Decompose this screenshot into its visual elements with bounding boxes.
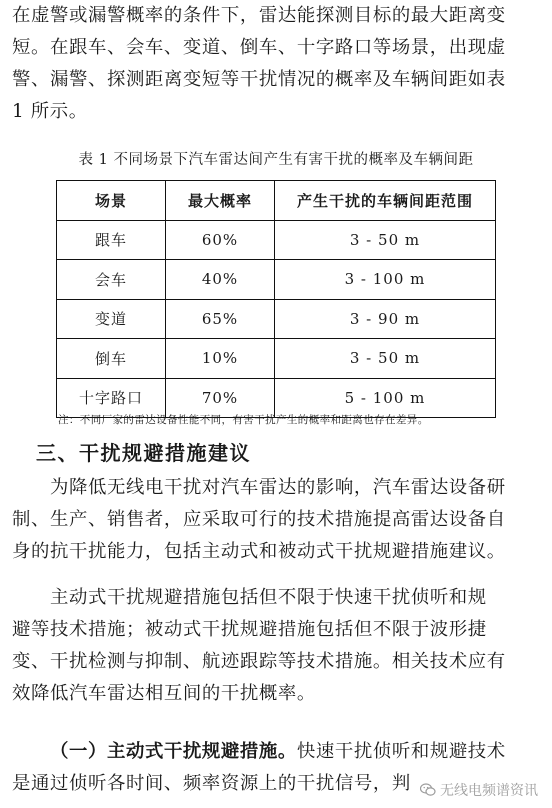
paragraph-2-line-2: 制、生产、销售者，应采取可行的技术措施提高雷达设备自 xyxy=(12,509,506,530)
wechat-icon xyxy=(420,783,436,797)
intro-line-1: 在虚警或漏警概率的条件下，雷达能探测目标的最大距离变 xyxy=(12,5,506,26)
cell-scenario: 会车 xyxy=(57,260,166,300)
intro-line-4: 1 所示。 xyxy=(12,101,88,122)
cell-probability: 40% xyxy=(166,260,275,300)
table-row xyxy=(57,299,496,339)
table-note: 注：不同厂家的雷达设备性能不同，有害干扰产生的概率和距离也存在差异。 xyxy=(58,414,429,426)
interference-table xyxy=(56,180,496,418)
table-row xyxy=(57,260,496,300)
intro-line-3: 警、漏警、探测距离变短等干扰情况的概率及车辆间距如表 xyxy=(12,69,506,90)
paragraph-3 xyxy=(12,582,542,710)
cell-distance: 3 - 50 m xyxy=(275,339,496,379)
paragraph-3-line-3: 变、干扰检测与抑制、航迹跟踪等技术措施。相关技术应有 xyxy=(12,651,506,672)
paragraph-3-line-2: 避等技术措施；被动式干扰规避措施包括但不限于波形捷 xyxy=(12,619,487,640)
cell-scenario: 倒车 xyxy=(57,339,166,379)
intro-paragraph xyxy=(12,0,542,128)
table-row xyxy=(57,339,496,379)
cell-probability: 60% xyxy=(166,220,275,260)
cell-distance: 3 - 90 m xyxy=(275,299,496,339)
watermark xyxy=(420,780,538,800)
cell-probability: 70% xyxy=(166,378,275,418)
paragraph-2-line-1: 为降低无线电干扰对汽车雷达的影响，汽车雷达设备研 xyxy=(50,477,506,498)
paragraph-3-line-1: 主动式干扰规避措施包括但不限于快速干扰侦听和规 xyxy=(50,587,487,608)
cell-probability: 10% xyxy=(166,339,275,379)
paragraph-4-line-2: 是通过侦听各时间、频率资源上的干扰信号，判 xyxy=(12,773,411,794)
header-scenario: 场景 xyxy=(57,181,166,221)
watermark-text: 无线电频谱资讯 xyxy=(440,783,538,799)
cell-scenario: 变道 xyxy=(57,299,166,339)
paragraph-4-line-1 xyxy=(12,736,542,768)
header-max-probability: 最大概率 xyxy=(166,181,275,221)
cell-probability: 65% xyxy=(166,299,275,339)
cell-distance: 3 - 100 m xyxy=(275,260,496,300)
cell-scenario: 跟车 xyxy=(57,220,166,260)
paragraph-2-line-3: 身的抗干扰能力，包括主动式和被动式干扰规避措施建议。 xyxy=(12,541,506,562)
paragraph-4-line-1-rest: 快速干扰侦听和规避技术 xyxy=(296,741,506,762)
table-header-row xyxy=(57,181,496,221)
cell-distance: 5 - 100 m xyxy=(275,378,496,418)
section-heading: 三、干扰规避措施建议 xyxy=(36,441,251,465)
paragraph-4-lead: （一）主动式干扰规避措施。 xyxy=(50,741,297,762)
cell-scenario: 十字路口 xyxy=(57,378,166,418)
table-caption: 表 1 不同场景下汽车雷达间产生有害干扰的概率及车辆间距 xyxy=(78,152,474,168)
header-distance-range: 产生干扰的车辆间距范围 xyxy=(275,181,496,221)
cell-distance: 3 - 50 m xyxy=(275,220,496,260)
table-row xyxy=(57,220,496,260)
paragraph-2 xyxy=(12,472,542,568)
intro-line-2: 短。在跟车、会车、变道、倒车、十字路口等场景，出现虚 xyxy=(12,37,506,58)
paragraph-3-line-4: 效降低汽车雷达相互间的干扰概率。 xyxy=(12,683,316,704)
